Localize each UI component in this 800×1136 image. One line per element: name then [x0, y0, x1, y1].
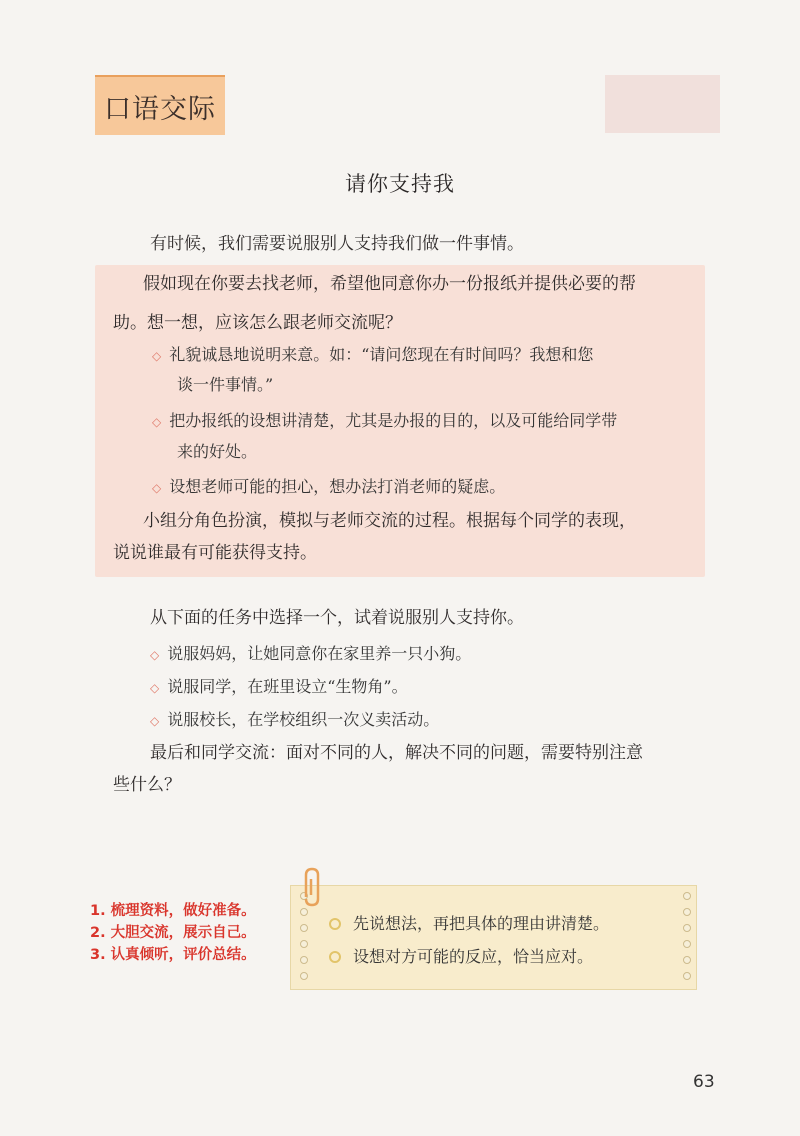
lesson-title: 请你支持我: [345, 172, 455, 196]
task-intro: 从下面的任务中选择一个，试着说服别人支持你。: [150, 608, 524, 628]
circle-bullet-icon: [329, 918, 341, 930]
reminder-item: 2. 大胆交流，展示自己。: [90, 925, 256, 941]
reminder-item: 1. 梳理资料，做好准备。: [90, 903, 256, 919]
task-item: ◇ 说服校长，在学校组织一次义卖活动。: [150, 710, 440, 729]
page-number: 63: [693, 1072, 715, 1092]
roleplay-line-2: 说说谁最有可能获得支持。: [113, 543, 317, 563]
faded-print-through: [605, 75, 720, 133]
diamond-bullet-icon: ◇: [152, 415, 162, 429]
diamond-bullet-icon: ◇: [150, 648, 160, 662]
binder-holes-right: [682, 892, 692, 988]
intro-paragraph: 有时候，我们需要说服别人支持我们做一件事情。: [150, 234, 524, 254]
reminder-list: [90, 900, 256, 966]
tip-item: ◇ 礼貌诚恳地说明来意。如：“请问您现在有时间吗？我想和您: [152, 345, 594, 364]
section-header-tag: [95, 75, 225, 135]
diamond-bullet-icon: ◇: [152, 349, 162, 363]
reminder-item: 3. 认真倾听，评价总结。: [90, 947, 256, 963]
circle-bullet-icon: [329, 951, 341, 963]
diamond-bullet-icon: ◇: [150, 714, 160, 728]
scenario-line-1: 假如现在你要去找老师，希望他同意你办一份报纸并提供必要的帮: [143, 274, 636, 294]
scenario-line-2: 助。想一想，应该怎么跟老师交流呢？: [113, 313, 402, 333]
section-header-label: 口语交际: [104, 93, 216, 125]
tip-item-continuation: 来的好处。: [177, 442, 258, 461]
diamond-bullet-icon: ◇: [150, 681, 160, 695]
paperclip-icon: [298, 867, 326, 907]
tip-item: ◇ 设想老师可能的担心，想办法打消老师的疑虑。: [152, 477, 506, 496]
tip-item-continuation: 谈一件事情。”: [177, 375, 274, 394]
note-item: 先说想法，再把具体的理由讲清楚。: [329, 911, 609, 934]
closing-line-1: 最后和同学交流：面对不同的人，解决不同的问题，需要特别注意: [150, 743, 643, 763]
task-item: ◇ 说服同学，在班里设立“生物角”。: [150, 677, 408, 696]
roleplay-line-1: 小组分角色扮演，模拟与老师交流的过程。根据每个同学的表现，: [143, 511, 636, 531]
closing-line-2: 些什么？: [113, 775, 181, 795]
tip-item: ◇ 把办报纸的设想讲清楚，尤其是办报的目的，以及可能给同学带: [152, 411, 618, 430]
note-item: 设想对方可能的反应，恰当应对。: [329, 944, 593, 967]
task-item: ◇ 说服妈妈，让她同意你在家里养一只小狗。: [150, 644, 472, 663]
sticky-note: [290, 885, 697, 990]
diamond-bullet-icon: ◇: [152, 481, 162, 495]
